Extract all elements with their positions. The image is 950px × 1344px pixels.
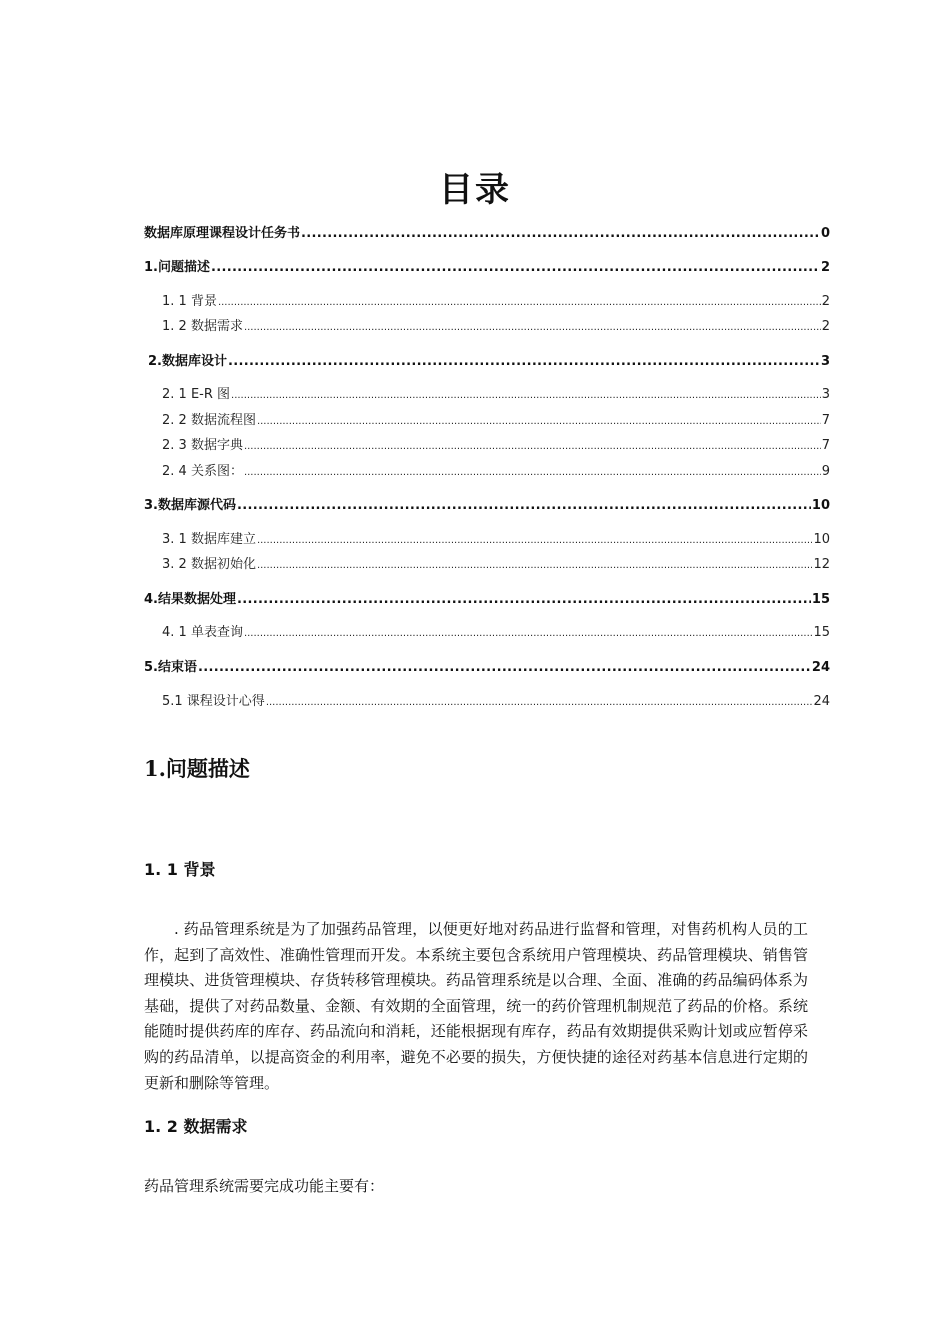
toc-entry-page: 7 xyxy=(821,438,830,453)
toc-entry-label: 5.结束语 xyxy=(144,660,197,675)
toc-entry-label: 1. 1 背景 xyxy=(162,294,217,309)
section-1-heading: 1.问题描述 xyxy=(144,756,250,781)
toc-leader-dots xyxy=(244,438,821,453)
toc-entry[interactable] xyxy=(144,656,830,674)
toc-entry[interactable] xyxy=(162,434,830,452)
toc-entry[interactable] xyxy=(162,290,830,308)
toc-entry-label: 5.1 课程设计心得 xyxy=(162,694,265,709)
toc-entry-label: 3. 2 数据初始化 xyxy=(162,557,256,572)
toc-entry[interactable] xyxy=(162,553,830,571)
toc-entry-page: 0 xyxy=(820,226,830,241)
toc-leader-dots xyxy=(244,464,821,479)
toc-entry-page: 7 xyxy=(821,413,830,428)
toc-leader-dots xyxy=(244,625,813,640)
toc-entry-label: 3. 1 数据库建立 xyxy=(162,532,256,547)
toc-entry-label: 数据库原理课程设计任务书 xyxy=(144,226,301,241)
toc-leader-dots xyxy=(266,694,813,709)
toc-entry-page: 15 xyxy=(811,592,830,607)
toc-entry-page: 9 xyxy=(821,464,830,479)
toc-entry-label: 3.数据库源代码 xyxy=(144,498,236,513)
toc-leader-dots xyxy=(218,294,821,309)
toc-entry-page: 15 xyxy=(813,625,830,640)
toc-entry[interactable] xyxy=(162,690,830,708)
toc-entry[interactable] xyxy=(144,588,830,606)
section-1-1-heading: 1. 1 背景 xyxy=(144,860,216,879)
toc-entry-page: 10 xyxy=(813,532,830,547)
toc-leader-dots xyxy=(231,387,821,402)
section-1-2-heading: 1. 2 数据需求 xyxy=(144,1117,248,1136)
toc-entry-label: 2. 2 数据流程图 xyxy=(162,413,256,428)
toc-entry[interactable] xyxy=(144,494,830,512)
toc-leader-dots xyxy=(301,226,820,241)
toc-entry-page: 12 xyxy=(813,557,830,572)
toc-entry-label: 2. 1 E-R 图 xyxy=(162,387,231,402)
toc-entry-label: 2. 3 数据字典 xyxy=(162,438,243,453)
toc-entry[interactable] xyxy=(162,315,830,333)
toc-entry-label: 2. 4 关系图： xyxy=(162,464,243,479)
toc-entry-page: 3 xyxy=(821,387,830,402)
toc-entry[interactable] xyxy=(162,460,830,478)
section-1-2-paragraph: 药品管理系统需要完成功能主要有： xyxy=(144,1177,385,1195)
toc-leader-dots xyxy=(237,498,811,513)
toc-entry[interactable] xyxy=(144,222,830,240)
toc-entry-page: 2 xyxy=(821,294,830,309)
toc-leader-dots xyxy=(257,532,813,547)
toc-leader-dots xyxy=(257,557,813,572)
toc-entry[interactable] xyxy=(162,383,830,401)
toc-entry[interactable] xyxy=(148,350,830,368)
toc-entry-page: 2 xyxy=(821,319,830,334)
toc-leader-dots xyxy=(257,413,821,428)
toc-entry-label: 1.问题描述 xyxy=(144,260,210,275)
toc-entry-page: 3 xyxy=(820,354,830,369)
toc-entry-label: 4.结果数据处理 xyxy=(144,592,236,607)
toc-leader-dots xyxy=(211,260,820,275)
toc-entry[interactable] xyxy=(162,621,830,639)
toc-leader-dots xyxy=(244,319,821,334)
toc-entry-label: 1. 2 数据需求 xyxy=(162,319,243,334)
toc-title: 目录 xyxy=(439,170,511,210)
toc-entry-page: 2 xyxy=(820,260,830,275)
toc-leader-dots xyxy=(198,660,811,675)
toc-entry-label: 4. 1 单表查询 xyxy=(162,625,243,640)
toc-entry-page: 24 xyxy=(813,694,830,709)
section-1-1-paragraph: . 药品管理系统是为了加强药品管理，以便更好地对药品进行监督和管理，对售药机构人员的工作，起到了高效性、准确性管理而开发。本系统主要包含系统用户管理模块、药品管理模块、销售管理模块、进货管理模块、存货转移管理模块。药品管理系统是以合理、全面、准确的药品编码体系为基础，提供了对药品数量、金额、有效期的全面管理，统一的药价管理机制规范了药品的价格。系统能随时提供药库的库存、药品流向和消耗，还能根据现有库存，药品有效期提供采购计划或应暂停采购的药品清单，以提高资金的利用率，避免不必要的损失，方便快捷的途径对药基本信息进行定期的更新和删除等管理。 xyxy=(144,920,808,1092)
toc-entry[interactable] xyxy=(162,409,830,427)
toc-entry-page: 10 xyxy=(811,498,830,513)
toc-entry[interactable] xyxy=(162,528,830,546)
toc-entry-label: 2.数据库设计 xyxy=(148,354,227,369)
toc-leader-dots xyxy=(228,354,820,369)
toc-entry-page: 24 xyxy=(811,660,830,675)
toc-leader-dots xyxy=(237,592,811,607)
toc-entry[interactable] xyxy=(144,256,830,274)
